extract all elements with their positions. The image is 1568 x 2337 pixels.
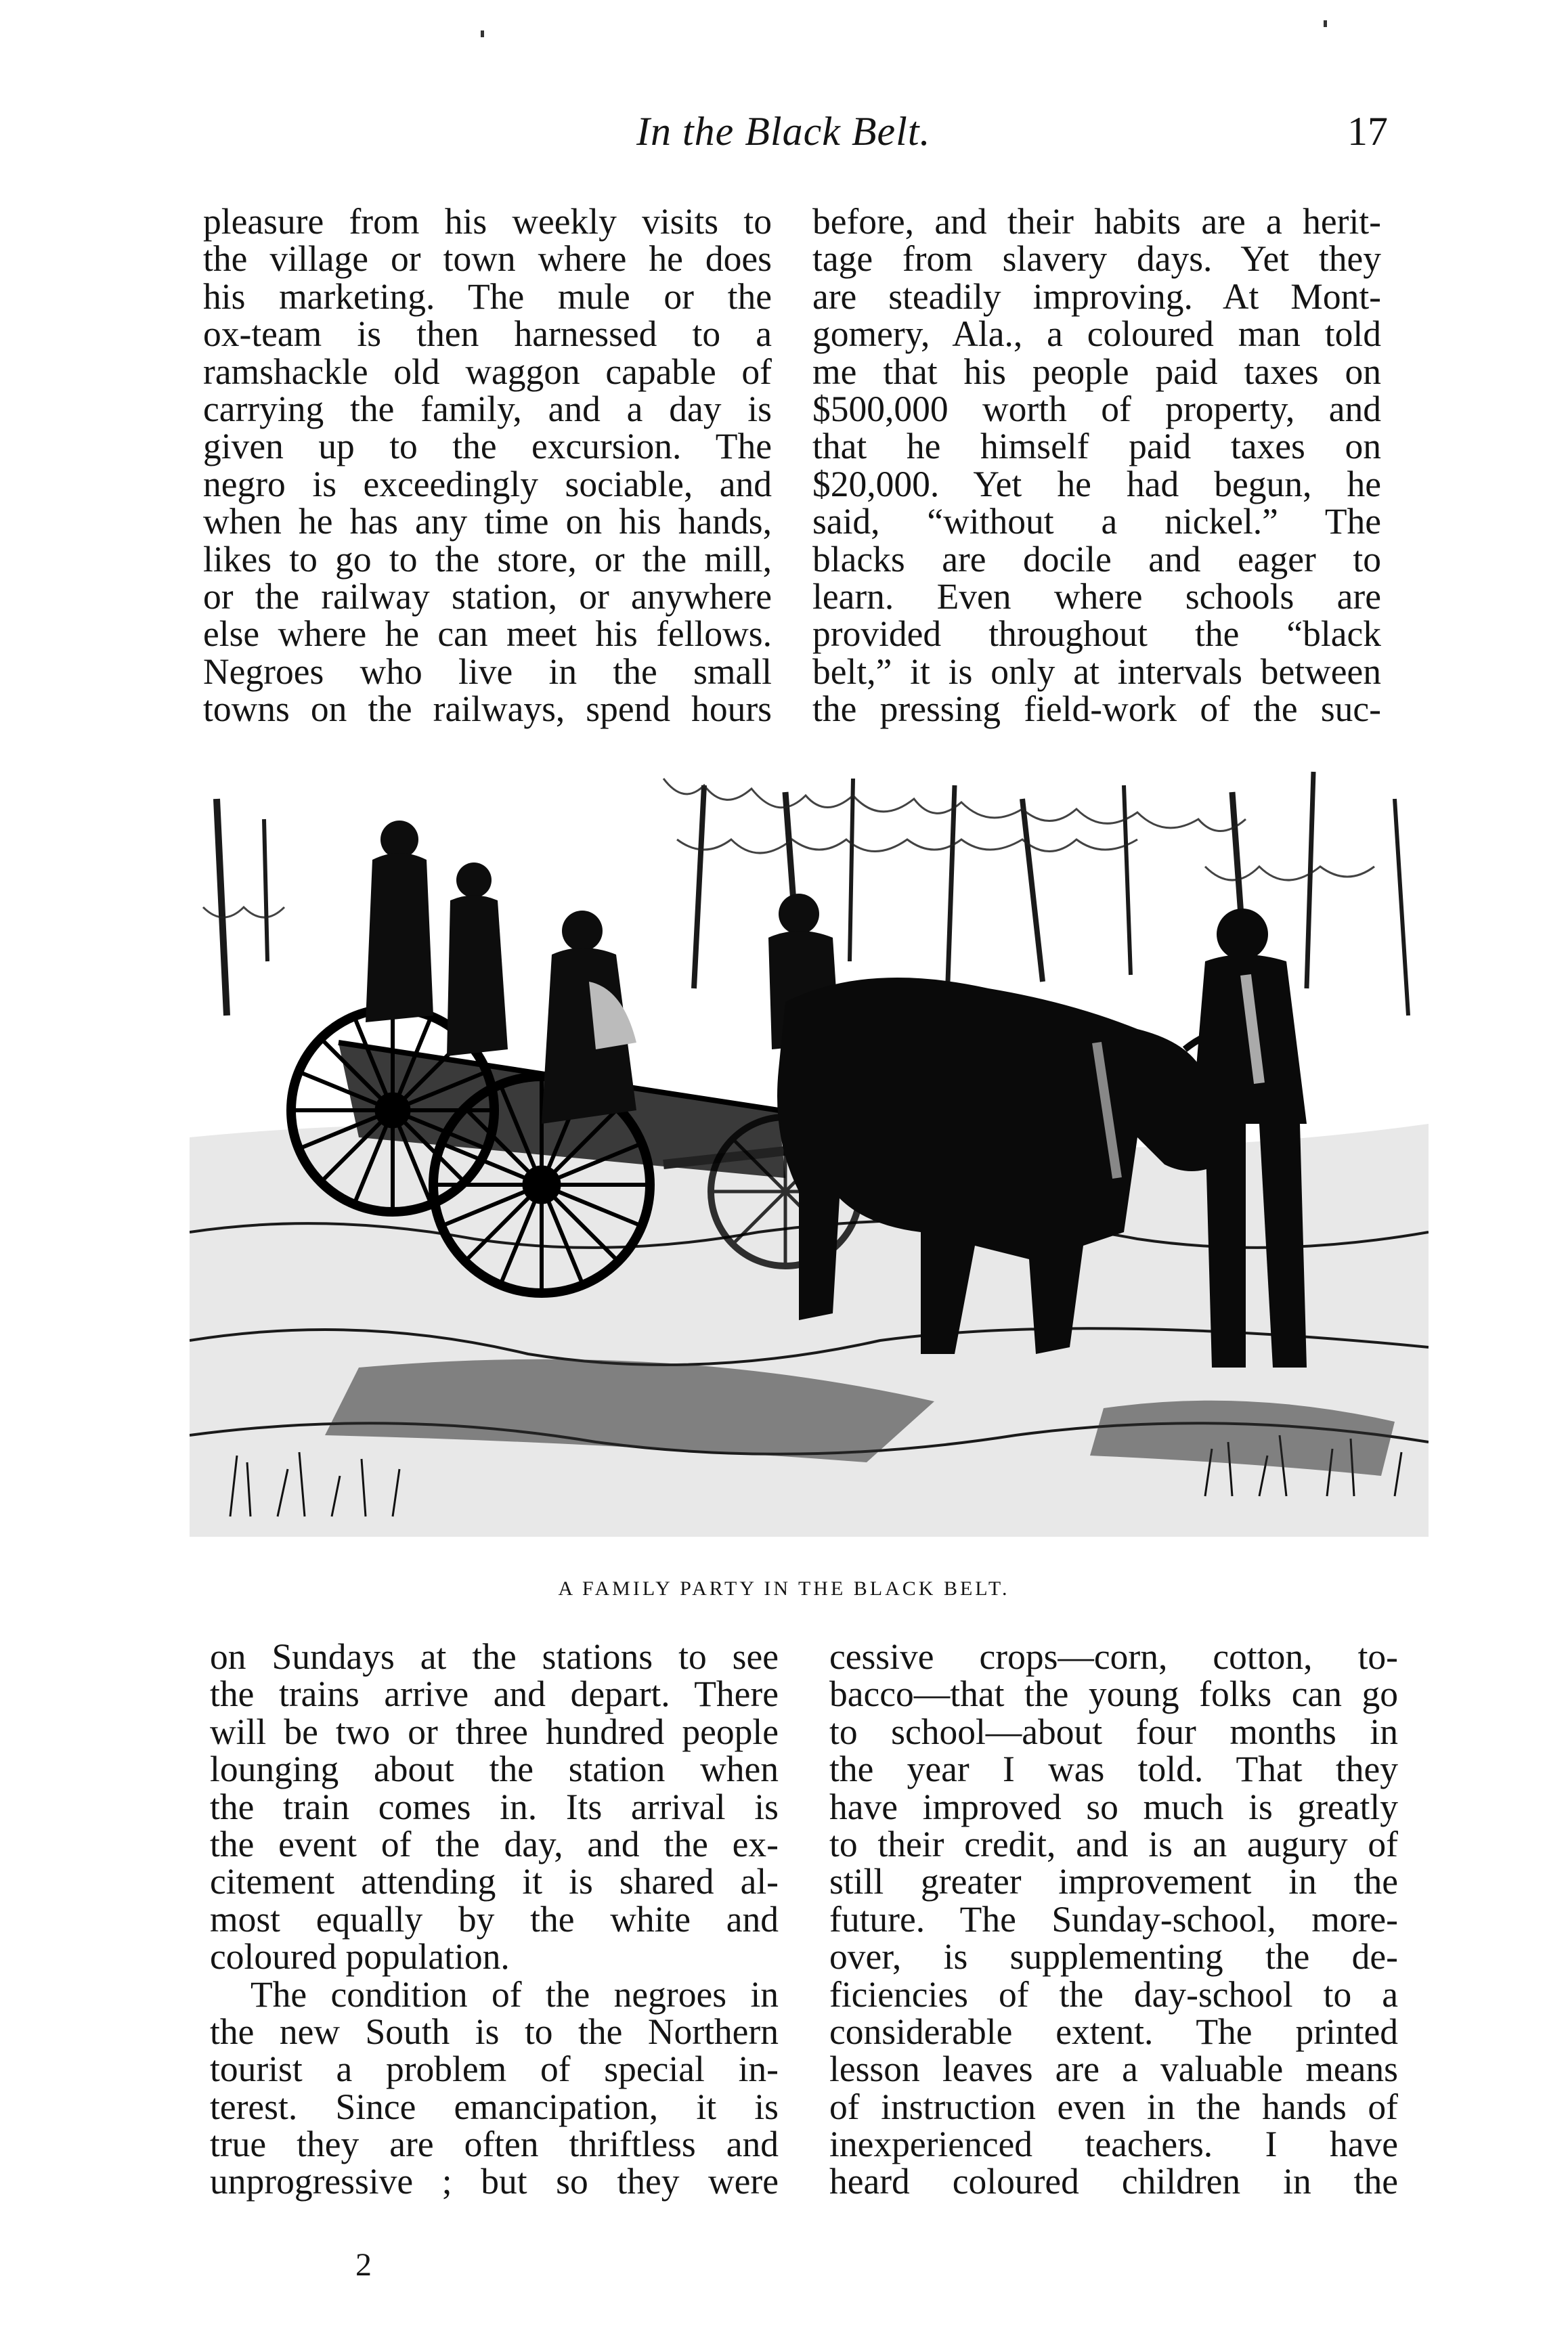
text-column-top-right [812,203,1381,728]
text-line: inexperienced teachers. I have [829,2124,1398,2165]
text-line: that he himself paid taxes on [812,426,1381,467]
text-line: $20,000. Yet he had begun, he [812,463,1381,504]
print-speck [1324,20,1327,27]
text-line: the village or town where he does [203,238,772,280]
text-line: the trains arrive and depart. There [210,1674,779,1715]
text-line: future. The Sunday-school, more- [829,1898,1398,1940]
text-line: $500,000 worth of property, and [812,388,1381,429]
print-speck [481,30,484,37]
signature-mark: 2 [355,2247,372,2283]
text-column-bottom-left [210,1638,779,2201]
text-line: likes to go to the store, or the mill, [203,538,772,580]
text-line: on Sundays at the stations to see [210,1636,779,1677]
text-line: bacco—that the young folks can go [829,1674,1398,1715]
text-line: considerable extent. The printed [829,2011,1398,2052]
text-line: pleasure from his weekly visits to [203,201,772,242]
text-line: carrying the family, and a day is [203,388,772,429]
text-line: ox-team is then harnessed to a [203,313,772,355]
text-line: ramshackle old waggon capable of [203,351,772,392]
text-line: the pressing field-work of the suc- [812,689,1381,730]
text-line: given up to the excursion. The [203,426,772,467]
text-line: terest. Since emancipation, it is [210,2086,779,2127]
ox-cart-engraving [190,758,1429,1537]
illustration-caption: A FAMILY PARTY IN THE BLACK BELT. [558,1577,1010,1600]
text-line: of instruction even in the hands of [829,2086,1398,2127]
text-line: true they are often thriftless and [210,2124,779,2165]
text-line: his marketing. The mule or the [203,276,772,317]
page-number: 17 [1347,109,1388,154]
text-line: lesson leaves are a valuable means [829,2049,1398,2090]
text-line: over, is supplementing the de- [829,1936,1398,1978]
text-column-bottom-right [829,1638,1398,2201]
text-line: else where he can meet his fellows. [203,613,772,655]
text-line: said, “without a nickel.” The [812,501,1381,542]
text-line: tage from slavery days. Yet they [812,238,1381,280]
text-line: blacks are docile and eager to [812,538,1381,580]
text-line: unprogressive ; but so they were [210,2161,779,2202]
text-line: the event of the day, and the ex- [210,1823,779,1864]
text-line: when he has any time on his hands, [203,501,772,542]
family-party-illustration [190,758,1429,1537]
text-line: Negroes who live in the small [203,651,772,692]
text-line: the new South is to the Northern [210,2011,779,2052]
text-line: negro is exceedingly sociable, and [203,463,772,504]
text-line: to school—about four months in [829,1711,1398,1752]
text-line: to their credit, and is an augury of [829,1823,1398,1864]
text-line: ficiencies of the day-school to a [829,1973,1398,2015]
text-line: coloured population. [210,1936,510,1978]
text-line: will be two or three hundred people [210,1711,779,1752]
text-line: towns on the railways, spend hours [203,689,772,730]
text-line: The condition of the negroes in [251,1973,779,2015]
text-line: citement attending it is shared al- [210,1861,779,1902]
text-line: learn. Even where schools are [812,575,1381,617]
text-line: cessive crops—corn, cotton, to- [829,1636,1398,1677]
text-line: the year I was told. That they [829,1749,1398,1790]
text-line: tourist a problem of special in- [210,2049,779,2090]
text-line: the train comes in. Its arrival is [210,1786,779,1827]
text-line: have improved so much is greatly [829,1786,1398,1827]
text-line: me that his people paid taxes on [812,351,1381,392]
text-line: are steadily improving. At Mont- [812,276,1381,317]
text-line: gomery, Ala., a coloured man told [812,313,1381,355]
text-line: heard coloured children in the [829,2161,1398,2202]
text-line: lounging about the station when [210,1749,779,1790]
text-line: provided throughout the “black [812,613,1381,655]
text-line: most equally by the white and [210,1898,779,1940]
text-column-top-left [203,203,772,728]
running-title: In the Black Belt. [636,109,931,154]
text-line: still greater improvement in the [829,1861,1398,1902]
text-line: or the railway station, or anywhere [203,575,772,617]
text-line: belt,” it is only at intervals between [812,651,1381,692]
text-line: before, and their habits are a herit- [812,201,1381,242]
